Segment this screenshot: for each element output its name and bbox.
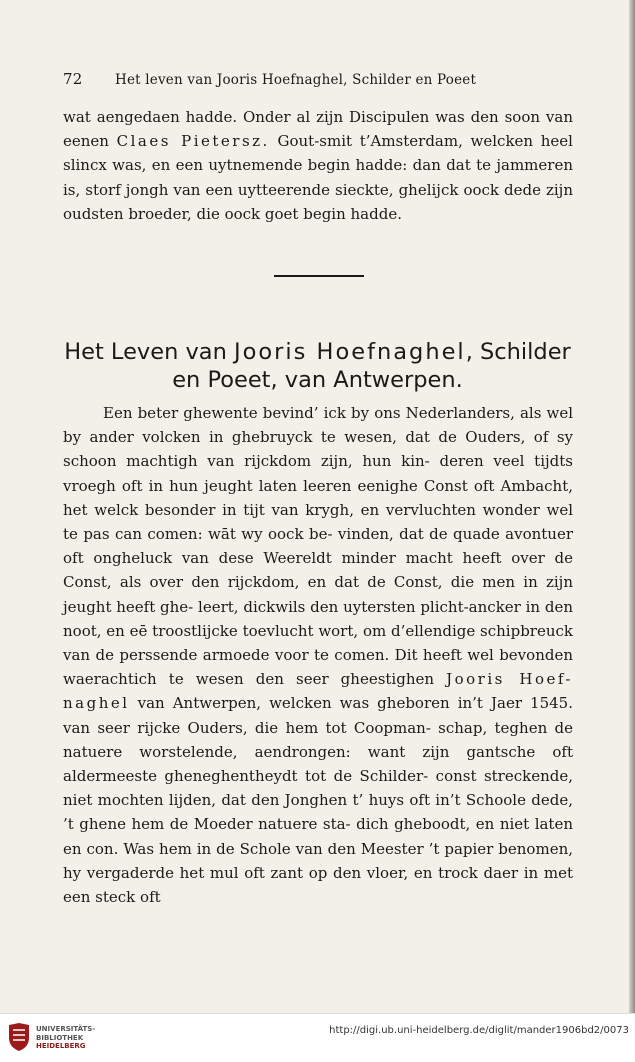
heading-text-1: Het Leven van [64, 339, 234, 365]
page-edge [629, 0, 635, 1013]
person-name-claes: Claes Pietersz. [116, 132, 270, 151]
main-paragraph-text-2: van Antwerpen, welcken was gheboren in’t Jaer 1545. van seer rijcke Ouders, die hem tot Coopman- schap, teghen de natuere worstelende, aendrongen: want zijn gantsche oft aldermeeste gheneghentheydt tot de Schilder- const streckende, niet mochten lijden, dat den Jonghen t’ huys oft in’t Schoole dede, ’t ghene hem de Moeder natuere sta- dich gheboodt, en niet laten en con. Was hem in de Schole van den Meester ’t papier benomen, hy vergaderde het mul oft zant op den vloer, en trock daer in met een steck oft [63, 694, 573, 907]
heading-name: Jooris Hoefnaghel [234, 339, 466, 365]
footer-bar [0, 1013, 635, 1062]
section-divider [274, 275, 364, 277]
heading-text-2: , Schilder [465, 339, 571, 365]
permalink-url[interactable]: http://digi.ub.uni-heidelberg.de/diglit/mander1906bd2/0073 [329, 1025, 629, 1036]
top-paragraph-text-1: wat aengedaen hadde. Onder al zijn Discipulen was den soon van eenen [63, 108, 573, 151]
heading-line-2: en Poeet, van Antwerpen. [172, 367, 463, 393]
running-title: Het leven van Jooris Hoefnaghel, Schilder en Poeet [115, 72, 477, 88]
top-paragraph-text-2: Gout-smit t’Amsterdam, welcken heel slincx was, en een uytnemende begin hadde: dan dat te jammeren is, storf jongh van een uytteerende sieckte, ghelijck oock dede zijn oudsten broeder, die oock goet begin hadde. [63, 132, 573, 223]
main-paragraph-text-1: Een beter ghewente bevind’ ick by ons Nederlanders, als wel by ander volcken in ghebruyck te wesen, dat de Ouders, of sy schoon machtigh van rijckdom zijn, hun kin- deren veel tijdts vroegh oft in hun jeught laten leeren eenighe Const oft Ambacht, het welck besonder in tijt van krygh, en vervluchten wonder wel te pas can comen: wāt wy oock be- vinden, dat de quade avontuer oft ongheluck van dese Weereldt minder macht heeft over de Const, als over den rijckdom, en dat de Const, die men in zijn jeught heeft ghe- leert, dickwils den uytersten plicht-ancker in den noot, en eē troostlijcke toevlucht wort, om d’ellendige schipbreuck van de perssende armoede voor te comen. Dit heeft wel bevonden waerachtich te wesen den seer gheestighen [63, 404, 573, 689]
page-number: 72 [63, 70, 83, 88]
library-name [36, 1025, 95, 1051]
person-name-hoefnaghel: Jooris Hoef-naghel [63, 670, 573, 713]
library-line-3: HEIDELBERG [36, 1042, 86, 1050]
top-paragraph [63, 105, 573, 226]
main-paragraph [63, 401, 573, 909]
library-line-2: BIBLIOTHEK [36, 1033, 84, 1042]
library-line-1: UNIVERSITÄTS- [36, 1025, 96, 1033]
running-head [63, 70, 573, 88]
heidelberg-logo-icon [8, 1022, 30, 1052]
chapter-heading [55, 338, 580, 394]
